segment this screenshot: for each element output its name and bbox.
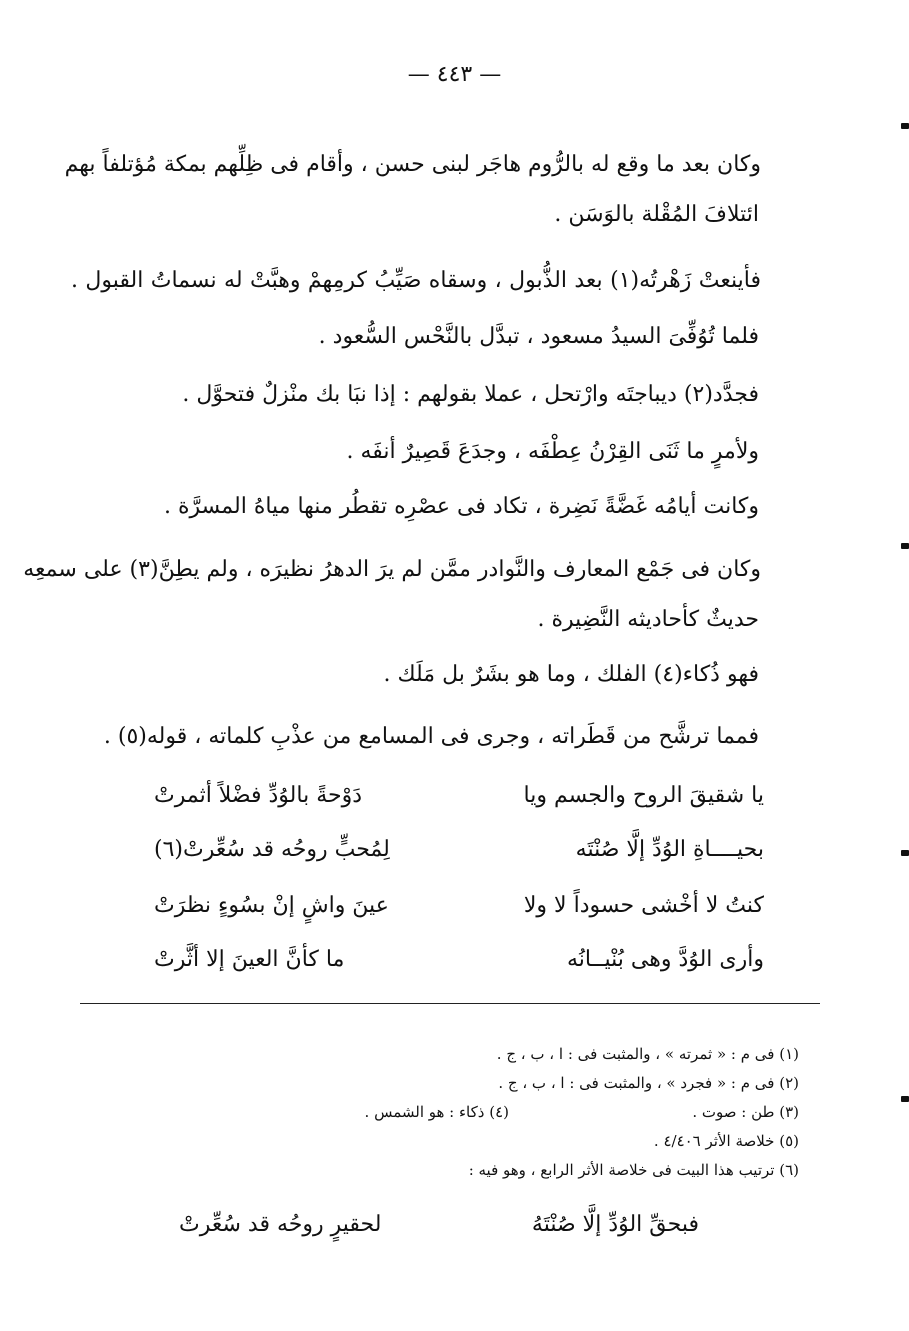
- verse-line: [154, 830, 764, 870]
- verse-line: [154, 776, 764, 816]
- scan-edge-mark: [901, 1096, 909, 1102]
- footnote-2: (٢) فى م : « فجرد » ، والمثبت فى : ا ، ب ، ج .: [498, 1074, 799, 1092]
- verse-line: [154, 940, 764, 980]
- prose-line: وكان بعد ما وقع له بالرُّوم هاجَر لبنى حسن ، وأقام فى ظِلِّهم بمكة مُؤتلفاً بهم: [64, 152, 761, 177]
- footnote-6: (٦) ترتيب هذا البيت فى خلاصة الأثر الرابع ، وهو فيه :: [468, 1161, 799, 1179]
- verse-second-hemistich: لِمُحبٍّ روحُه قد سُعِّرتْ(٦): [154, 837, 390, 862]
- verse-first-hemistich: وأرى الوُدَّ وهى بُنْيــانُه: [566, 947, 764, 972]
- verse-first-hemistich: يا شقيقَ الروح والجسم ويا: [523, 783, 764, 808]
- prose-line: ائتلافَ المُقْلة بالوَسَن .: [554, 202, 759, 227]
- prose-line: ولأمرٍ ما ثَنَى القِرْنُ عِطْفَه ، وجدَعَ قَصِيرٌ أنفَه .: [346, 439, 759, 464]
- prose-line: فمما ترشَّح من قَطَراته ، وجرى فى المسامع من عذْبِ كلماته ، قوله(٥) .: [103, 724, 759, 749]
- prose-line: فلما تُوُفِّىَ السيدُ مسعود ، تبدَّل بالنَّحْس السُّعود .: [318, 324, 759, 349]
- verse-second-hemistich: عينَ واشٍ إنْ بسُوءٍ نظرَتْ: [154, 893, 389, 918]
- scan-edge-mark: [901, 123, 909, 129]
- prose-line: وكانت أيامُه غَضَّةً نَضِرة ، تكاد فى عصْرِه تقطُر منها مياهُ المسرَّة .: [164, 494, 759, 519]
- prose-line: فأينعتْ زَهْرتُه(١) بعد الذُّبول ، وسقاه صَيِّبُ كرمِهمْ وهبَّتْ له نسماتُ القبول .: [71, 268, 761, 293]
- footnote-verse: [179, 1205, 699, 1245]
- page-number: — ٤٤٣ —: [407, 62, 502, 87]
- footnote-divider: [80, 1003, 820, 1004]
- footnote-row: [79, 1099, 799, 1125]
- footnote-3: (٣) طن : صوت .: [692, 1103, 799, 1121]
- prose-line: فجدَّد(٢) ديباجتَه وارْتحل ، عملا بقولهم : إذا نبَا بك منْزلٌ فتحوَّل .: [182, 382, 759, 407]
- footnote-5: (٥) خلاصة الأثر ٤/٤٠٦ .: [653, 1132, 799, 1150]
- footnote-verse-first-hemistich: فبحقِّ الوُدِّ إلَّا صُنْتَهُ: [531, 1212, 699, 1237]
- verse-second-hemistich: دَوْحةً بالوُدِّ فضْلاً أثمرتْ: [154, 783, 363, 808]
- prose-line: حديثٌ كأحاديثه النَّضِيرة .: [537, 607, 759, 632]
- footnote-1: (١) فى م : « ثمرته » ، والمثبت فى : ا ، ب ، ج .: [496, 1045, 799, 1063]
- prose-line: فهو ذُكاء(٤) الفلك ، وما هو بشَرٌ بل مَلَك .: [383, 662, 759, 687]
- footnote-4: (٤) ذكاء : هو الشمس .: [364, 1103, 509, 1121]
- scan-edge-mark: [901, 850, 909, 856]
- verse-first-hemistich: بحيــــاةِ الوُدِّ إلَّا صُنْتَه: [575, 837, 764, 862]
- verse-line: [154, 886, 764, 926]
- footnote-verse-second-hemistich: لحقيرٍ روحُه قد سُعِّرتْ: [179, 1212, 382, 1237]
- verse-first-hemistich: كنتُ لا أخْشى حسوداً لا ولا: [523, 893, 764, 918]
- scan-edge-mark: [901, 543, 909, 549]
- prose-line: وكان فى جَمْع المعارف والنَّوادر ممَّن لم يرَ الدهرُ نظيرَه ، ولم يطِنَّ(٣) على سمعِه: [23, 557, 761, 582]
- verse-second-hemistich: ما كأنَّ العينَ إلا أثَّرتْ: [154, 947, 345, 972]
